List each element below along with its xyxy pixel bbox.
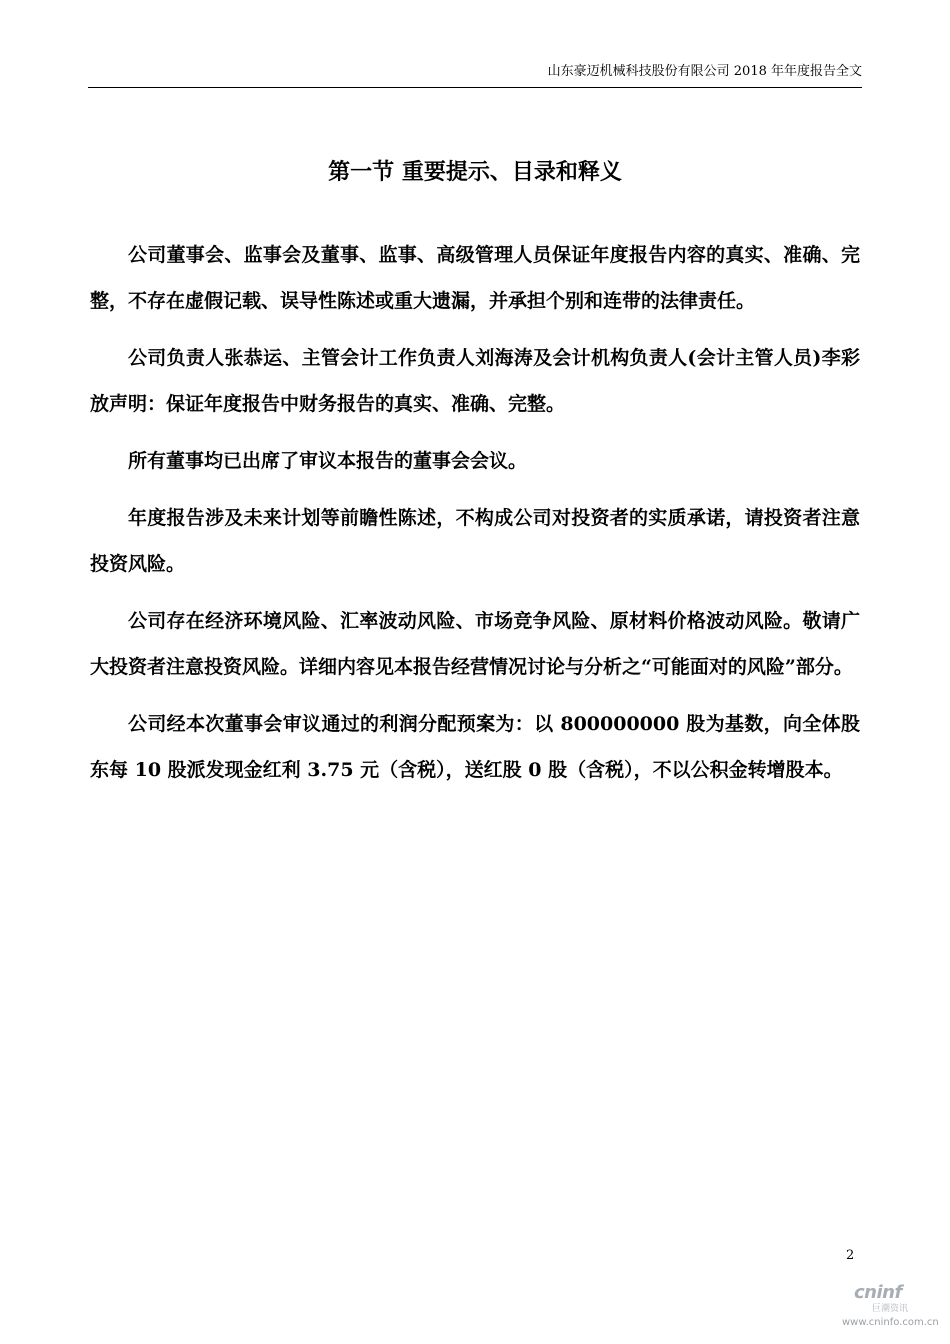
page-number: 2	[846, 1248, 855, 1263]
paragraph-forward-looking-statement: 年度报告涉及未来计划等前瞻性陈述，不构成公司对投资者的实质承诺，请投资者注意投资风险。	[90, 507, 860, 575]
document-body	[90, 232, 860, 804]
cninfo-logo-chinese: 巨潮资讯	[872, 1304, 909, 1314]
cninfo-logo: cninf	[854, 1282, 902, 1303]
cninfo-url: www.cninfo.com.cn	[842, 1317, 939, 1328]
header-divider	[88, 87, 862, 88]
paragraph-responsibility-statement: 公司董事会、监事会及董事、监事、高级管理人员保证年度报告内容的真实、准确、完整，不存在虚假记载、误导性陈述或重大遗漏，并承担个别和连带的法律责任。	[90, 244, 860, 312]
paragraph-profit-distribution: 公司经本次董事会审议通过的利润分配预案为：以 800000000 股为基数，向全体股东每 10 股派发现金红利 3.75 元（含税），送红股 0 股（含税），不以公积金转增股本。	[90, 713, 860, 781]
cninfo-watermark	[842, 1282, 942, 1338]
running-header: 山东豪迈机械科技股份有限公司 2018 年年度报告全文	[547, 64, 862, 79]
paragraph-board-attendance: 所有董事均已出席了审议本报告的董事会会议。	[128, 450, 528, 472]
paragraph-risk-warning: 公司存在经济环境风险、汇率波动风险、市场竞争风险、原材料价格波动风险。敬请广大投资者注意投资风险。详细内容见本报告经营情况讨论与分析之“可能面对的风险”部分。	[90, 610, 860, 678]
section-title: 第一节 重要提示、目录和释义	[328, 159, 622, 185]
paragraph-officers-declaration: 公司负责人张恭运、主管会计工作负责人刘海涛及会计机构负责人(会计主管人员)李彩放声明：保证年度报告中财务报告的真实、准确、完整。	[90, 347, 860, 415]
